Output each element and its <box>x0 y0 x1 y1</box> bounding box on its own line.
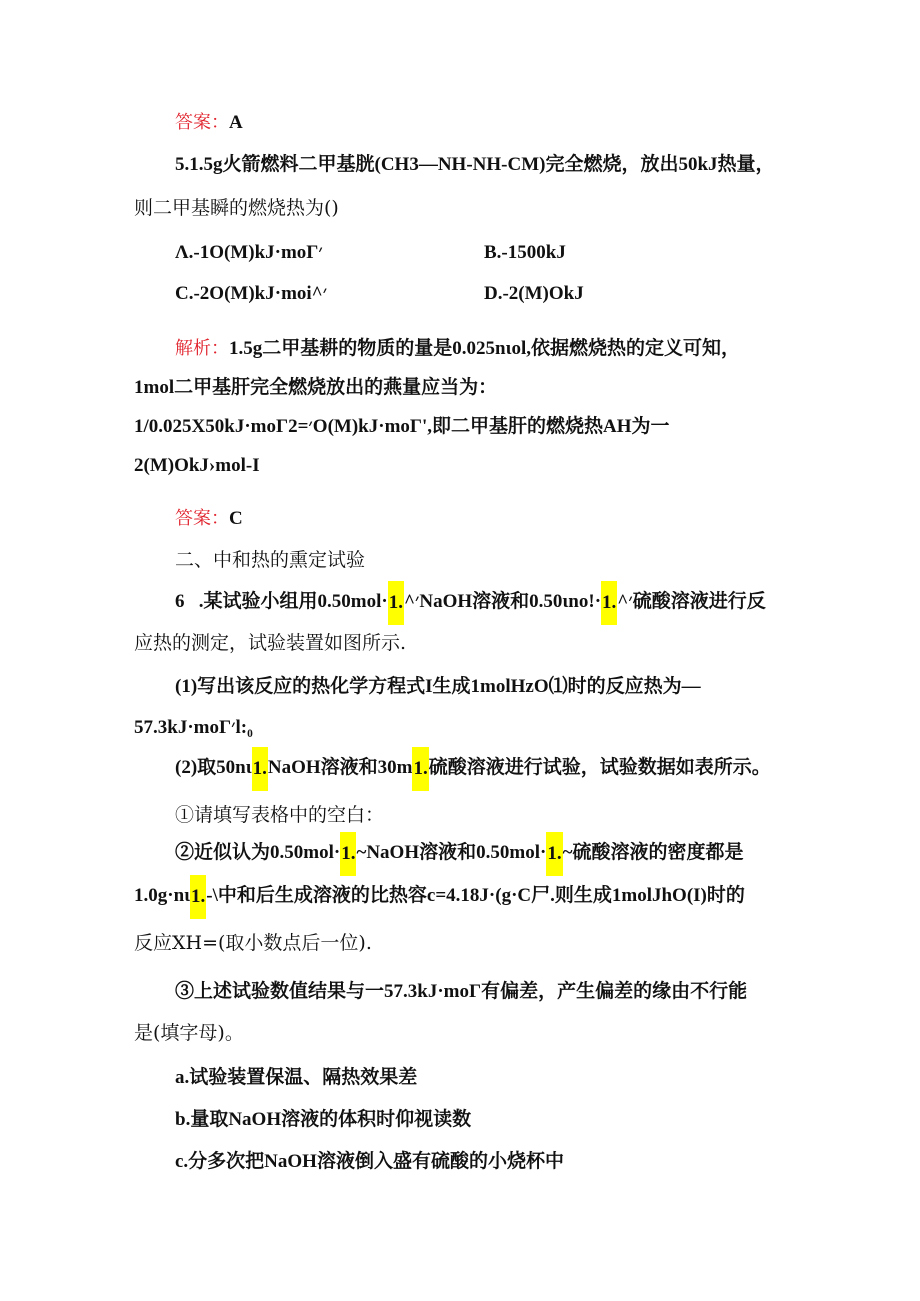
highlight-mark: 1. <box>601 581 617 625</box>
c2-text-c: ~硫酸溶液的密度都是 <box>562 842 744 863</box>
answer-value: C <box>229 508 243 529</box>
section-title: 二、中和热的熏定试验 <box>175 549 366 571</box>
part-1-line-1: (1)写出该反应的热化学方程式I生成1molHzO⑴时的反应热为— <box>175 676 701 697</box>
c2-text-b: ~NaOH溶液和0.50mol· <box>356 842 547 863</box>
question-6-line-1 <box>175 580 766 625</box>
q6-text-c: ^׳硫酸溶液进行反 <box>617 591 766 612</box>
highlight-mark: 1. <box>546 832 562 876</box>
answer-label: 答案： <box>175 112 229 133</box>
p2-text-b: NaOH溶液和30m <box>267 757 413 778</box>
analysis-line-1 <box>175 335 740 362</box>
question-5-line-2: 则二甲基瞬的燃烧热为() <box>134 197 339 219</box>
c2-text-a: ②近似认为0.50mol· <box>175 842 341 863</box>
highlight-mark: 1. <box>340 832 356 876</box>
circle-3-line-2: 是(填字母)。 <box>134 1022 244 1044</box>
analysis-line-4: 2(M)OkJ›mol-I <box>134 455 260 476</box>
option-b: B.-1500kJ <box>484 242 566 263</box>
circle-3-line-1: ③上述试验数值结果与一57.3kJ·moΓ有偏差，产生偏差的缘由不行能 <box>175 981 748 1002</box>
highlight-mark: 1. <box>388 581 404 625</box>
option-c: C.-2O(M)kJ·moi^׳ <box>175 283 328 304</box>
circle-2-line-2 <box>134 874 745 919</box>
circle-2-line-3: 反应XH=(取小数点后一位). <box>134 932 372 954</box>
answer-line-c <box>175 505 243 532</box>
choice-c: c.分多次把NaOH溶液倒入盛有硫酸的小烧杯中 <box>175 1151 564 1172</box>
choice-a: a.试验装置保温、隔热效果差 <box>175 1067 418 1088</box>
option-a: Λ.-1O(M)kJ·moΓ׳ <box>175 242 323 263</box>
c2-text-e: -\中和后生成溶液的比热容c=4.18J·(g·C尸.则生成1molJhO(I)时的 <box>206 885 745 906</box>
part-1-line-2: 57.3kJ·moΓ׳l:₀ <box>134 717 253 738</box>
analysis-label: 解析： <box>175 338 229 359</box>
p2-text-c: 硫酸溶液进行试验，试验数据如表所示。 <box>428 757 771 778</box>
question-number: 6 <box>175 591 185 612</box>
answer-line-a <box>175 109 243 136</box>
analysis-line-3: 1/0.025X50kJ·moΓ׳=2O(M)kJ·moΓ',即二甲基肝的燃烧热AH为一 <box>134 416 670 437</box>
question-6-line-2: 应热的测定，试验装置如图所示. <box>134 632 407 654</box>
circle-2-line-1 <box>175 831 743 876</box>
circle-1-line: ①请填写表格中的空白： <box>175 804 385 826</box>
analysis-text-1: 1.5g二甲基耕的物质的量是0.025nιol,依据燃烧热的定义可知， <box>229 338 740 359</box>
p2-text-a: (2)取50nι <box>175 757 252 778</box>
highlight-mark: 1. <box>412 747 428 791</box>
option-d: D.-2(M)OkJ <box>484 283 584 304</box>
q6-text-b: ^׳NaOH溶液和0.50ιno!· <box>403 591 602 612</box>
part-2-line <box>175 746 771 791</box>
question-5-line-1: 5.1.5g火箭燃料二甲基胱(CH3—NH-NH-CM)完全燃烧，放出50kJ热量， <box>175 154 775 175</box>
choice-b: b.量取NaOH溶液的体积时仰视读数 <box>175 1109 472 1130</box>
highlight-mark: 1. <box>252 747 268 791</box>
answer-label: 答案： <box>175 508 229 529</box>
q6-text-a: .某试验小组用0.50mol· <box>198 591 388 612</box>
analysis-line-2: 1mol二甲基肝完全燃烧放出的燕量应当为： <box>134 377 498 398</box>
answer-value: A <box>229 112 243 133</box>
c2-text-d: 1.0g·nι <box>134 885 191 906</box>
highlight-mark: 1. <box>190 875 206 919</box>
